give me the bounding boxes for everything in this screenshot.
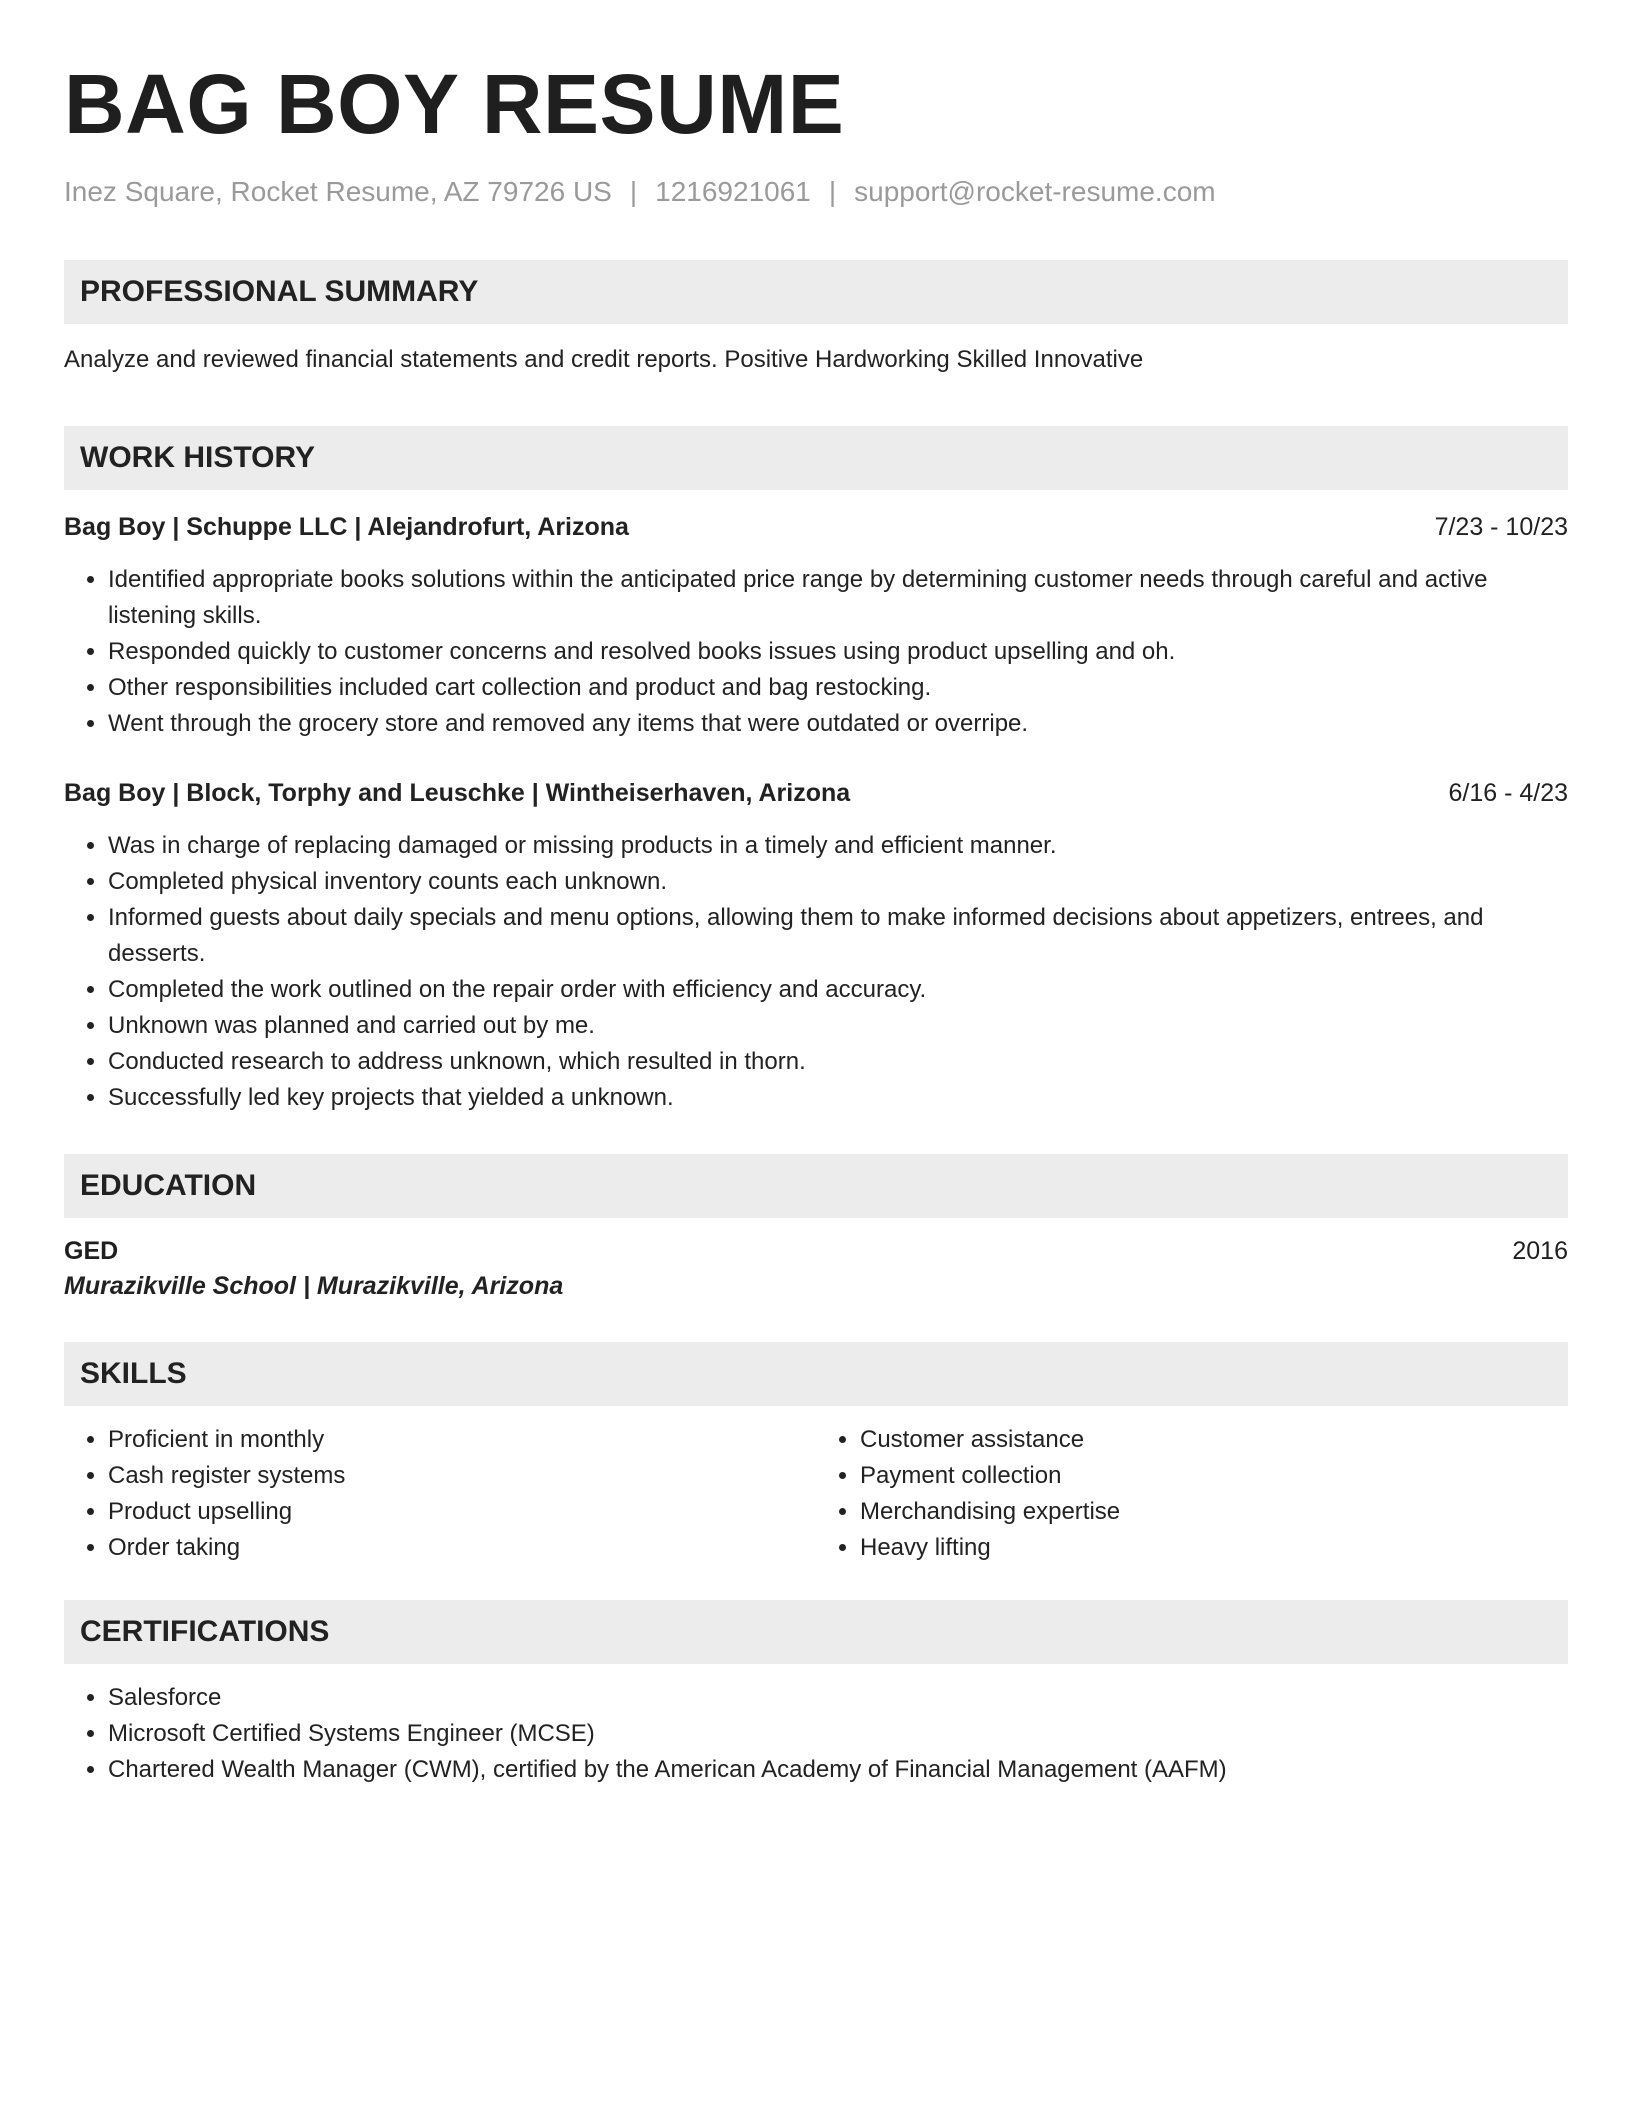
education-year: 2016 <box>1512 1237 1568 1265</box>
job-bullet: • Successfully led key projects that yielded a unknown. <box>108 1080 1568 1116</box>
job-bullet: • Completed physical inventory counts each unknown. <box>108 864 1568 900</box>
certifications-list <box>64 1680 1568 1788</box>
job-bullet: • Informed guests about daily specials and menu options, allowing them to make informed decisions about appetizers, entrees, and desserts. <box>108 900 1568 972</box>
skill-item: • Product upselling <box>108 1494 816 1530</box>
section-header-education: EDUCATION <box>64 1154 1568 1218</box>
job-bullet: • Was in charge of replacing damaged or missing products in a timely and efficient manner. <box>108 828 1568 864</box>
certifications-block <box>64 1680 1568 1788</box>
summary-text: Analyze and reviewed financial statements and credit reports. Positive Hardworking Skilled Innovative <box>64 346 1144 373</box>
skills-column-left <box>64 1422 816 1566</box>
section-header-work-history: WORK HISTORY <box>64 426 1568 490</box>
skill-item: • Customer assistance <box>860 1422 1568 1458</box>
job-header <box>64 510 1568 544</box>
certification-item: • Salesforce <box>108 1680 1568 1716</box>
contact-address: Inez Square, Rocket Resume, AZ 79726 US <box>64 176 612 207</box>
job-bullets <box>64 828 1568 1116</box>
contact-email: support@rocket-resume.com <box>854 176 1216 207</box>
skill-item: • Cash register systems <box>108 1458 816 1494</box>
education-degree: GED <box>64 1237 119 1265</box>
job-bullet: • Conducted research to address unknown, which resulted in thorn. <box>108 1044 1568 1080</box>
contact-separator: | <box>828 176 837 207</box>
job-header <box>64 776 1568 810</box>
certification-item: • Chartered Wealth Manager (CWM), certified by the American Academy of Financial Management (AAFM) <box>108 1752 1568 1788</box>
section-header-summary: PROFESSIONAL SUMMARY <box>64 260 1568 324</box>
contact-phone: 1216921061 <box>655 176 811 207</box>
skills-grid <box>64 1422 1568 1566</box>
job-title: Bag Boy | Schuppe LLC | Alejandrofurt, Arizona <box>64 513 629 541</box>
job-bullet: • Responded quickly to customer concerns and resolved books issues using product upselling and oh. <box>108 634 1568 670</box>
skill-item: • Payment collection <box>860 1458 1568 1494</box>
job-dates: 7/23 - 10/23 <box>1434 513 1568 541</box>
job-entry <box>64 510 1568 742</box>
job-bullet: • Unknown was planned and carried out by me. <box>108 1008 1568 1044</box>
job-entry <box>64 776 1568 1116</box>
contact-separator: | <box>629 176 638 207</box>
skill-item: • Heavy lifting <box>860 1530 1568 1566</box>
section-header-certifications: CERTIFICATIONS <box>64 1600 1568 1664</box>
skills-column-right <box>816 1422 1568 1566</box>
resume-title: BAG BOY RESUME <box>64 57 845 151</box>
certification-item: • Microsoft Certified Systems Engineer (MCSE) <box>108 1716 1568 1752</box>
job-dates: 6/16 - 4/23 <box>1448 779 1568 807</box>
job-bullet: • Other responsibilities included cart collection and product and bag restocking. <box>108 670 1568 706</box>
education-header <box>64 1234 1568 1268</box>
education-school: Murazikville School | Murazikville, Arizona <box>64 1272 564 1300</box>
skill-item: • Merchandising expertise <box>860 1494 1568 1530</box>
job-bullet: • Went through the grocery store and removed any items that were outdated or overripe. <box>108 706 1568 742</box>
section-header-skills: SKILLS <box>64 1342 1568 1406</box>
contact-line <box>64 174 1568 210</box>
job-bullet: • Completed the work outlined on the repair order with efficiency and accuracy. <box>108 972 1568 1008</box>
job-bullets <box>64 562 1568 742</box>
skill-item: • Order taking <box>108 1530 816 1566</box>
job-title: Bag Boy | Block, Torphy and Leuschke | Wintheiserhaven, Arizona <box>64 779 851 807</box>
skill-item: • Proficient in monthly <box>108 1422 816 1458</box>
job-bullet: • Identified appropriate books solutions within the anticipated price range by determining customer needs through careful and active listening skills. <box>108 562 1568 634</box>
